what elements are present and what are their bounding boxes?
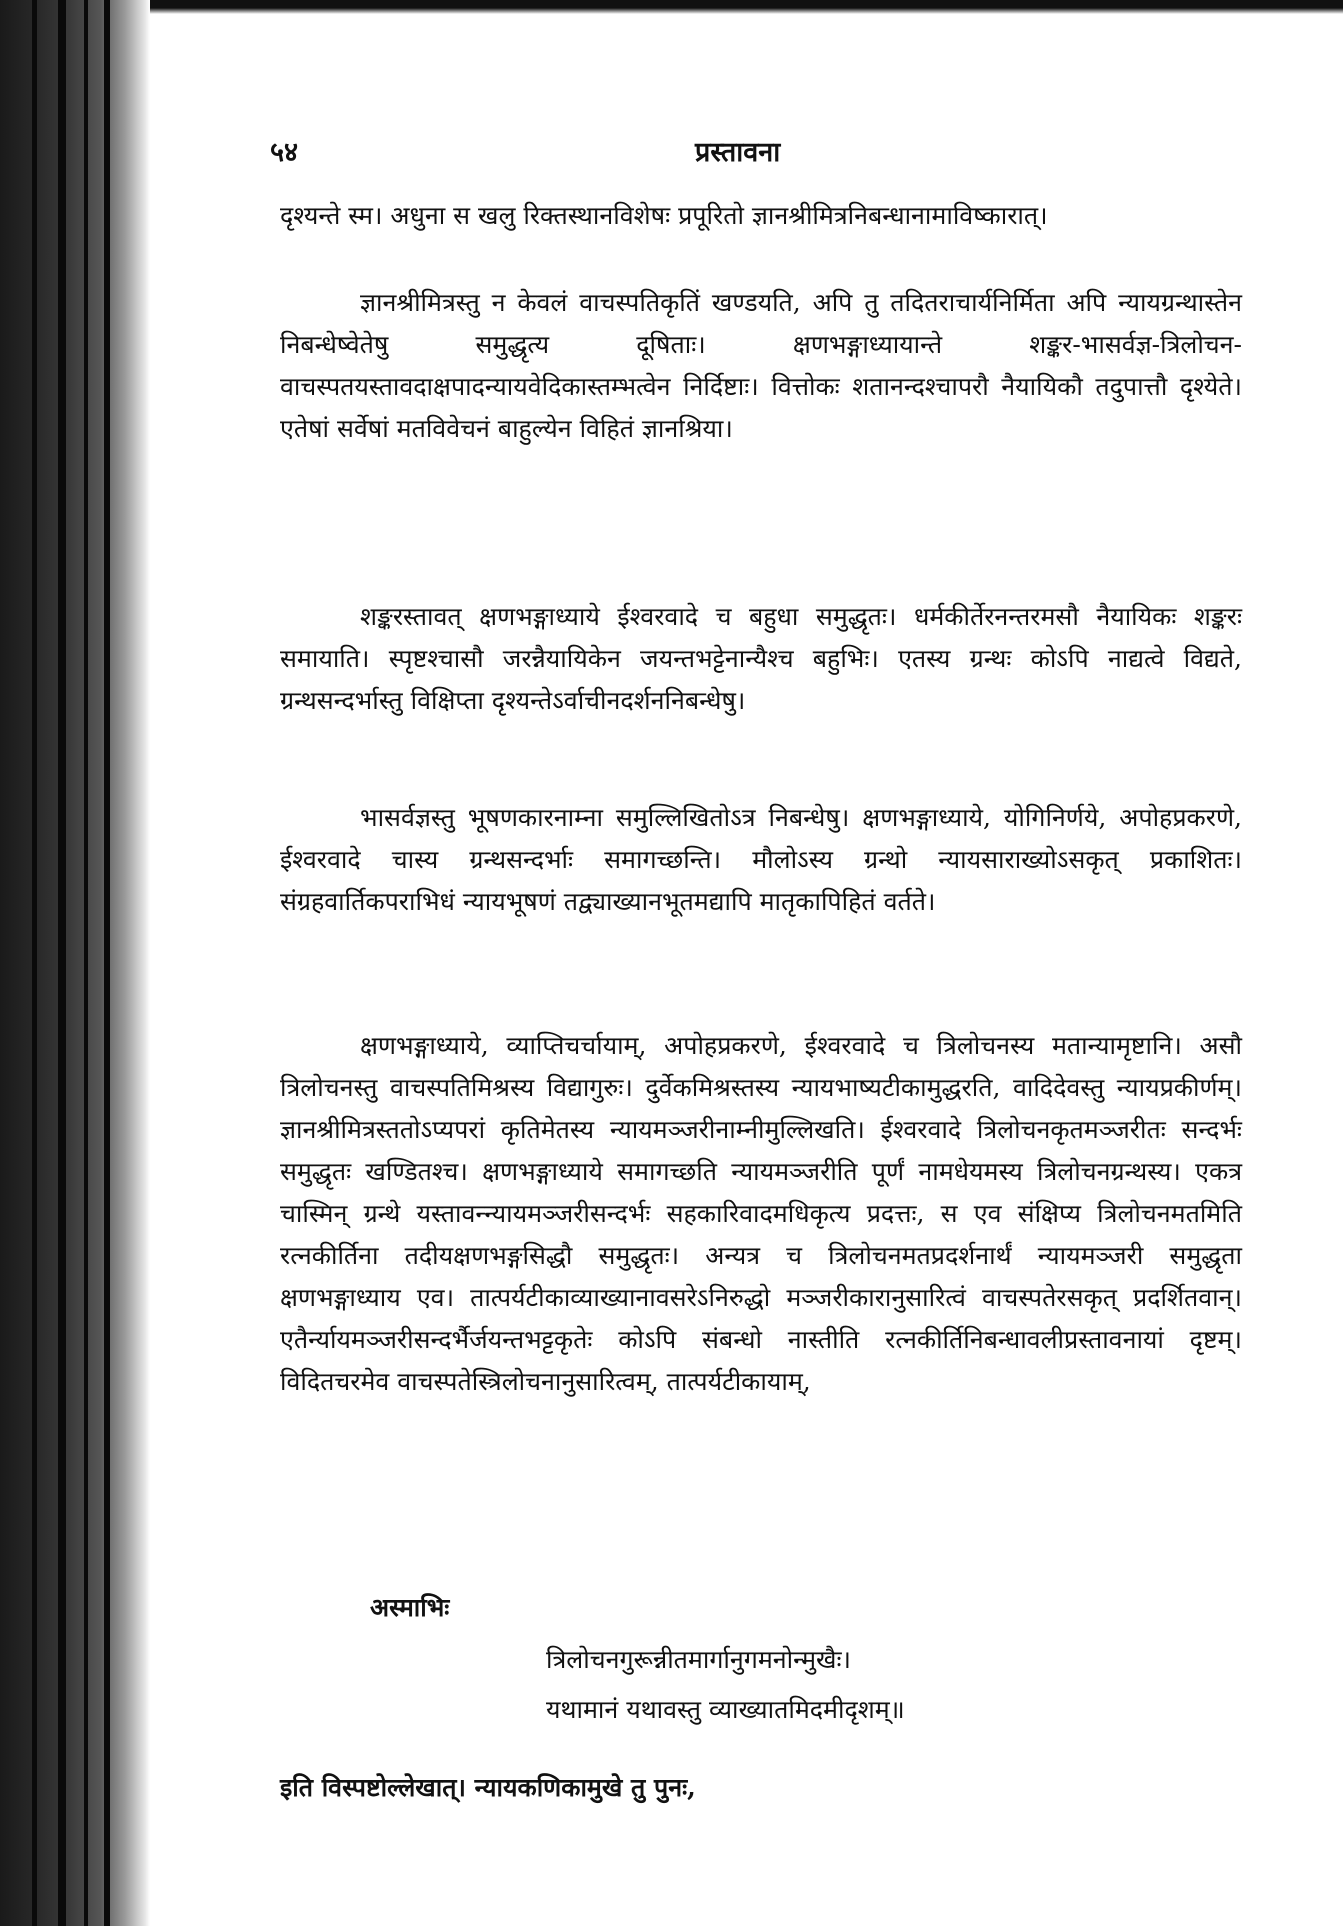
verse-line-1: त्रिलोचनगुरून्नीतमार्गानुगमनोन्मुखैः। — [546, 1645, 852, 1674]
page-number: ५४ — [270, 137, 299, 168]
running-head: प्रस्तावना — [695, 137, 781, 168]
top-edge-shadow — [150, 0, 1343, 14]
verse-intro: अस्माभिः — [370, 1593, 450, 1622]
paragraph-4: भासर्वज्ञस्तु भूषणकारनाम्ना समुल्लिखितोऽत्र निबन्धेषु। क्षणभङ्गाध्याये, योगिनिर्णये, अपोहप्रकरणे, ईश्वरवादे चास्य ग्रन्थसन्दर्भाः समागच्छन्ति। मौलोऽस्य ग्रन्थो न्यायसाराख्योऽसकृत् प्रकाशितः। संग्रहवार्तिकपराभिधं न्यायभूषणं तद्व्याख्यानभूतमद्यापि मातृकापिहितं वर्तते। — [280, 803, 1242, 916]
closing-line: इति विस्पष्टोल्लेखात्। न्यायकणिकामुखे तु पुनः, — [280, 1773, 696, 1802]
paragraph-5: क्षणभङ्गाध्याये, व्याप्तिचर्चायाम्, अपोहप्रकरणे, ईश्वरवादे च त्रिलोचनस्य मतान्यामृष्टानि। असौ त्रिलोचनस्तु वाचस्पतिमिश्रस्य विद्यागुरुः। दुर्वेकमिश्रस्तस्य न्यायभाष्यटीकामुद्धरति, वादिदेवस्तु न्यायप्रकीर्णम्। ज्ञानश्रीमित्रस्ततोऽप्यपरां कृतिमेतस्य न्यायमञ्जरीनाम्नीमुल्लिखति। ईश्वरवादे त्रिलोचनकृतमञ्जरीतः सन्दर्भः समुद्धृतः खण्डितश्च। क्षणभङ्गाध्याये समागच्छति न्यायमञ्जरीति पूर्णं नामधेयमस्य त्रिलोचनग्रन्थस्य। एकत्र चास्मिन् ग्रन्थे यस्तावन्न्यायमञ्जरीसन्दर्भः सहकारिवादमधिकृत्य प्रदत्तः, स एव संक्षिप्य त्रिलोचनमतमिति रत्नकीर्तिना तदीयक्षणभङ्गसिद्धौ समुद्धृतः। अन्यत्र च त्रिलोचनमतप्रदर्शनार्थं न्यायमञ्जरी समुद्धृता क्षणभङ्गाध्याय एव। तात्पर्यटीकाव्याख्यानावसरेऽनिरुद्धो मञ्जरीकारानुसारित्वं वाचस्पतेरसकृत् प्रदर्शितवान्। एतैर्न्यायमञ्जरीसन्दर्भैर्जयन्तभट्टकृतेः कोऽपि संबन्धो नास्तीति रत्नकीर्तिनिबन्धावलीप्रस्तावनायां दृष्टम्। विदितचरमेव वाचस्पतेस्त्रिलोचनानुसारित्वम्, तात्पर्यटीकायाम्, — [280, 1031, 1242, 1396]
paragraph-1: दृश्यन्ते स्म। अधुना स खलु रिक्तस्थानविशेषः प्रपूरितो ज्ञानश्रीमित्रनिबन्धानामाविष्कारात्। — [280, 201, 1048, 230]
verse-line-2: यथामानं यथावस्तु व्याख्यातमिदमीदृशम्॥ — [546, 1695, 905, 1724]
verse-block — [546, 1635, 905, 1735]
paragraph-3: शङ्करस्तावत् क्षणभङ्गाध्याये ईश्वरवादे च बहुधा समुद्धृतः। धर्मकीर्तेरनन्तरमसौ नैयायिकः शङ्करः समायाति। स्पृष्टश्चासौ जरन्नैयायिकेन जयन्तभट्टेनान्यैश्च बहुभिः। एतस्य ग्रन्थः कोऽपि नाद्यत्वे विद्यते, ग्रन्थसन्दर्भास्तु विक्षिप्ता दृश्यन्तेऽर्वाचीनदर्शननिबन्धेषु। — [280, 602, 1242, 715]
paragraph-2: ज्ञानश्रीमित्रस्तु न केवलं वाचस्पतिकृतिं खण्डयति, अपि तु तदितराचार्यनिर्मिता अपि न्यायग्रन्थास्तेन निबन्धेष्वेतेषु समुद्धृत्य दूषिताः। क्षणभङ्गाध्यायान्ते शङ्कर-भासर्वज्ञ-त्रिलोचन-वाचस्पतयस्तावदाक्षपादन्यायवेदिकास्तम्भत्वेन निर्दिष्टाः। वित्तोकः शतानन्दश्चापरौ नैयायिकौ तदुपात्तौ दृश्येते। एतेषां सर्वेषां मतविवेचनं बाहुल्येन विहितं ज्ञानश्रिया। — [280, 288, 1242, 443]
book-binding-shadow — [0, 0, 150, 1926]
